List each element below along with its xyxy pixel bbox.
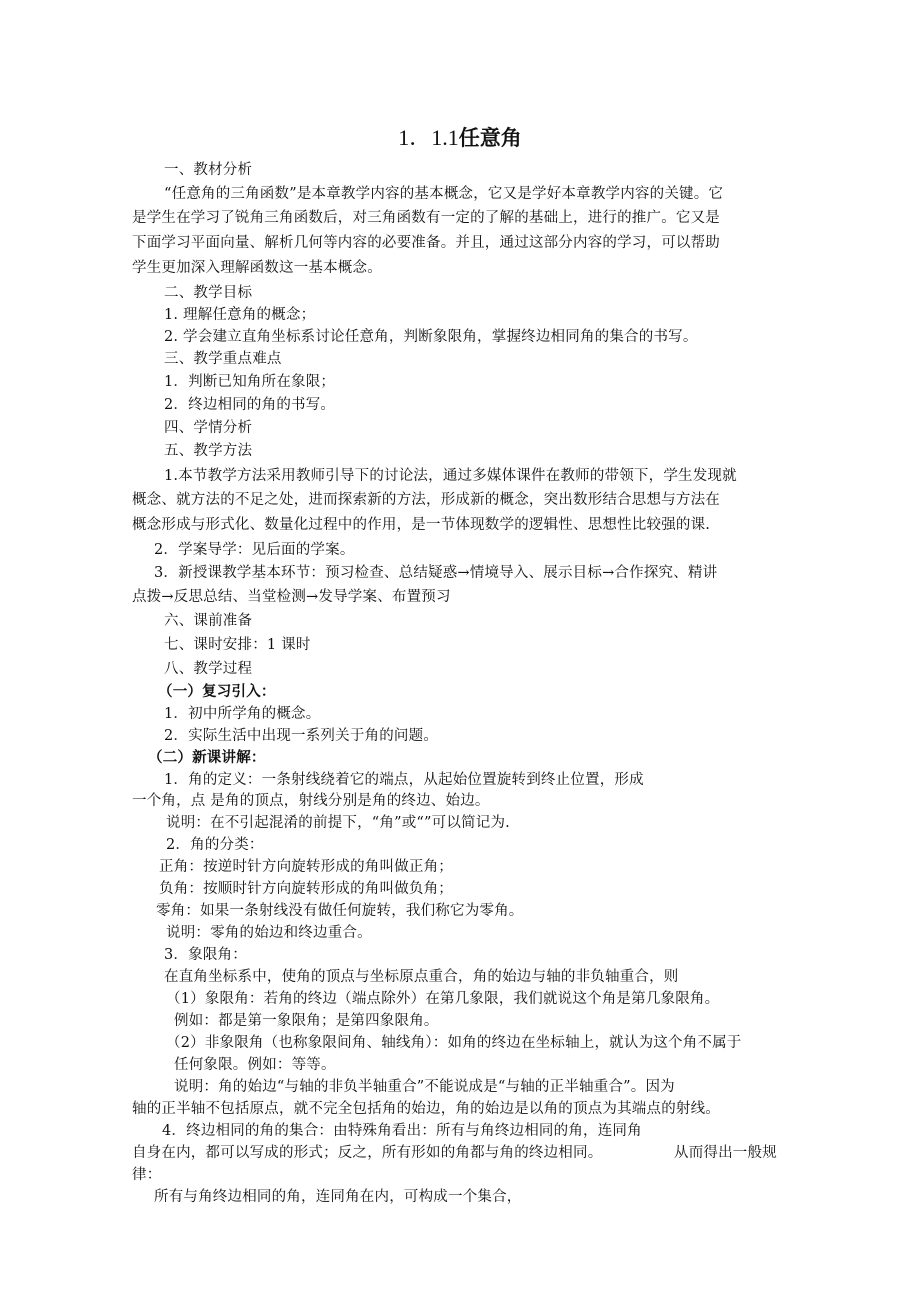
section-heading: 七、课时安排：1 课时 bbox=[164, 637, 311, 653]
paragraph-line: 从而得出一般规 bbox=[674, 1145, 777, 1161]
section-heading: 一、教材分析 bbox=[164, 162, 253, 178]
paragraph-line: 律： bbox=[132, 1167, 162, 1183]
paragraph-line: 概念、就方法的不足之处，进而探索新的方法，形成新的概念，突出数形结合思想与方法在 bbox=[132, 492, 720, 508]
list-item: 2．学案导学：见后面的学案。 bbox=[154, 542, 355, 558]
section-heading: 四、学情分析 bbox=[164, 420, 253, 436]
note-line: 说明：零角的始边和终边重合。 bbox=[166, 925, 372, 941]
definition-line: 正角：按逆时针方向旋转形成的角叫做正角； bbox=[159, 859, 453, 875]
example-line: 例如：都是第一象限角；是第四象限角。 bbox=[174, 1013, 439, 1029]
section-heading: 六、课前准备 bbox=[164, 613, 253, 629]
paragraph-line: 概念形成与形式化、数量化过程中的作用，是一节体现数学的逻辑性、思想性比较强的课. bbox=[132, 517, 711, 533]
paragraph-line: （1）象限角：若角的终边（端点除外）在第几象限，我们就说这个角是第几象限角。 bbox=[166, 991, 720, 1007]
paragraph-line: 一个角，点 是角的顶点，射线分别是角的终边、始边。 bbox=[132, 793, 490, 809]
paragraph-line: 学生更加深入理解函数这一基本概念。 bbox=[132, 260, 382, 276]
paragraph-line: 下面学习平面向量、解析几何等内容的必要准备。并且，通过这部分内容的学习，可以帮助 bbox=[132, 235, 720, 251]
paragraph-line: （2）非象限角（也称象限间角、轴线角）：如角的终边在坐标轴上，就认为这个角不属于 bbox=[166, 1035, 742, 1051]
definition-line: 负角：按顺时针方向旋转形成的角叫做负角； bbox=[159, 881, 453, 897]
list-item: 4．终边相同的角的集合：由特殊角看出：所有与角终边相同的角，连同角 bbox=[162, 1123, 642, 1139]
section-heading: 三、教学重点难点 bbox=[164, 351, 282, 367]
list-item: 1. 理解任意角的概念； bbox=[164, 307, 316, 323]
list-item: 2．实际生活中出现一系列关于角的问题。 bbox=[164, 728, 439, 744]
paragraph-line: 在直角坐标系中，使角的顶点与坐标原点重合，角的始边与轴的非负轴重合，则 bbox=[164, 969, 679, 985]
title-name: 任意角 bbox=[458, 126, 522, 150]
definition-line: 零角：如果一条射线没有做任何旋转，我们称它为零角。 bbox=[156, 903, 524, 919]
paragraph-line: “任意角的三角函数”是本章教学内容的基本概念，它又是学好本章教学内容的关键。它 bbox=[164, 186, 724, 202]
page-title bbox=[0, 124, 920, 152]
note-line: 说明：在不引起混淆的前提下，“角”或“”可以简记为. bbox=[166, 815, 510, 831]
list-item: 3．象限角： bbox=[164, 947, 247, 963]
paragraph-line: 所有与角终边相同的角，连同角在内，可构成一个集合， bbox=[154, 1189, 522, 1205]
paragraph-line: 任何象限。例如：等等。 bbox=[174, 1057, 336, 1073]
section-heading: 五、教学方法 bbox=[164, 443, 253, 459]
section-heading: 八、教学过程 bbox=[164, 661, 253, 677]
paragraph-line: 1.本节教学方法采用教师引导下的讨论法，通过多媒体课件在教师的带领下，学生发现就 bbox=[164, 468, 737, 484]
paragraph-line: 是学生在学习了锐角三角函数后，对三角函数有一定的了解的基础上，进行的推广。它又是 bbox=[132, 210, 720, 226]
paragraph-line: 轴的正半轴不包括原点，就不完全包括角的始边，角的始边是以角的顶点为其端点的射线。 bbox=[132, 1101, 720, 1117]
list-item: 2．角的分类： bbox=[166, 837, 264, 853]
paragraph-line: 点拨→反思总结、当堂检测→发导学案、布置预习 bbox=[132, 589, 451, 605]
paragraph-line: 3．新授课教学基本环节：预习检查、总结疑惑→情境导入、展示目标→合作探究、精讲 bbox=[154, 565, 718, 581]
subsection-heading: （一）复习引入： bbox=[158, 683, 276, 700]
list-item: 2. 学会建立直角坐标系讨论任意角，判断象限角，掌握终边相同角的集合的书写。 bbox=[164, 329, 698, 345]
list-item: 2．终边相同的角的书写。 bbox=[164, 397, 336, 413]
paragraph-line: 自身在内，都可以写成的形式；反之，所有形如的角都与角的终边相同。 bbox=[132, 1145, 603, 1161]
subsection-heading: （二）新课讲解： bbox=[148, 749, 266, 766]
section-heading: 二、教学目标 bbox=[164, 285, 253, 301]
list-item: 1．初中所学角的概念。 bbox=[164, 706, 321, 722]
paragraph-line: 1．角的定义：一条射线绕着它的端点，从起始位置旋转到终止位置，形成 bbox=[164, 772, 644, 788]
note-line: 说明：角的始边“与轴的非负半轴重合”不能说成是“与轴的正半轴重合”。因为 bbox=[174, 1079, 675, 1095]
list-item: 1．判断已知角所在象限； bbox=[164, 374, 336, 390]
title-number: 1．1.1 bbox=[398, 125, 459, 150]
